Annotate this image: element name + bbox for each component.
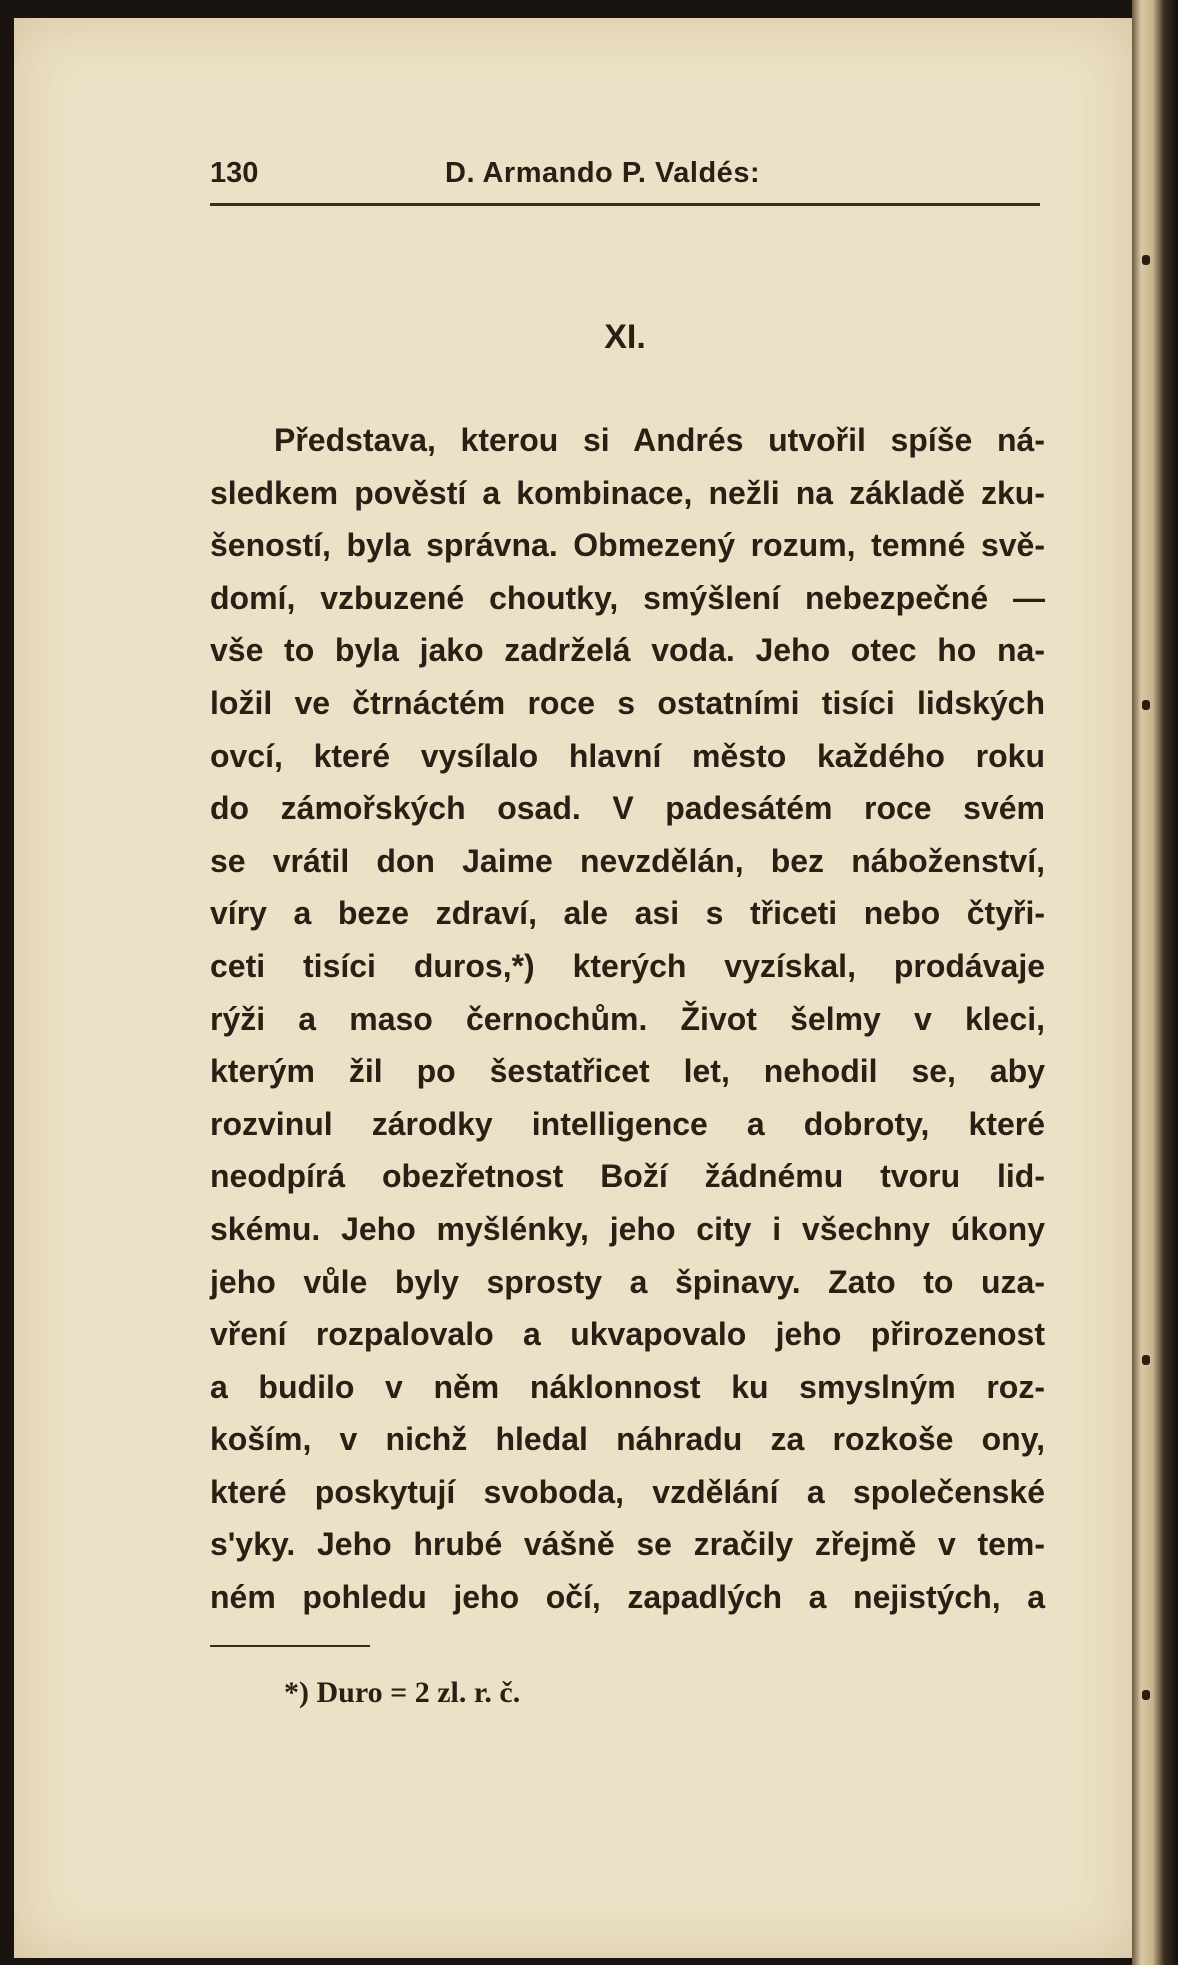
text-line: vše to byla jako zadrželá voda. Jeho otec ho na- <box>210 632 1045 669</box>
text-line: se vrátil don Jaime nevzdělán, bez náboženství, <box>210 842 1045 879</box>
edge-mark <box>1142 1690 1150 1700</box>
text-line: rýži a maso černochům. Život šelmy v kleci, <box>210 1000 1045 1037</box>
text-line: a budilo v něm náklonnost ku smyslným roz- <box>210 1368 1045 1405</box>
edge-mark <box>1142 700 1150 710</box>
text-line: sledkem pověstí a kombinace, nežli na základě zku- <box>210 474 1045 511</box>
text-line: ném pohledu jeho očí, zapadlých a nejistých, a <box>210 1579 1045 1616</box>
text-line: domí, vzbuzené choutky, smýšlení nebezpečné — <box>210 579 1045 616</box>
text-line: víry a beze zdraví, ale asi s třiceti nebo čtyři- <box>210 895 1045 932</box>
edge-mark <box>1142 255 1150 265</box>
book-edge <box>1132 0 1178 1965</box>
chapter-title: XI. <box>604 318 646 356</box>
text-line: s'yky. Jeho hrubé vášně se zračily zřejmě v tem- <box>210 1526 1045 1563</box>
text-line: jeho vůle byly sprosty a špinavy. Zato to uza- <box>210 1263 1045 1300</box>
text-line: rozvinul zárodky intelligence a dobroty, které <box>210 1105 1045 1142</box>
text-line: ceti tisíci duros,*) kterých vyzískal, prodávaje <box>210 947 1045 984</box>
text-line: do zámořských osad. V padesátém roce svém <box>210 790 1045 827</box>
footnote: *) Duro = 2 zl. r. č. <box>284 1676 521 1709</box>
header-rule <box>210 203 1040 206</box>
text-line: které poskytují svoboda, vzdělání a společenské <box>210 1473 1045 1510</box>
text-line: ovcí, které vysílalo hlavní město každého roku <box>210 737 1045 774</box>
text-line: skému. Jeho myšlénky, jeho city i všechny úkony <box>210 1210 1045 1247</box>
text-line: Představa, kterou si Andrés utvořil spíše ná- <box>274 422 1045 458</box>
edge-mark <box>1142 1355 1150 1365</box>
body-text <box>210 414 1045 1624</box>
text-line: kterým žil po šestatřicet let, nehodil se, aby <box>210 1053 1045 1090</box>
running-head: D. Armando P. Valdés: <box>445 157 761 189</box>
text-line: neodpírá obezřetnost Boží žádnému tvoru lid- <box>210 1158 1045 1195</box>
footnote-rule <box>210 1645 370 1647</box>
page-header <box>210 155 1040 199</box>
text-line: koším, v nichž hledal náhradu za rozkoše ony, <box>210 1421 1045 1458</box>
text-line: šeností, byla správna. Obmezený rozum, temné svě- <box>210 527 1045 564</box>
text-line: vření rozpalovalo a ukvapovalo jeho přirozenost <box>210 1316 1045 1353</box>
page-number: 130 <box>210 157 259 189</box>
text-line: ložil ve čtrnáctém roce s ostatními tisíci lidských <box>210 684 1045 721</box>
